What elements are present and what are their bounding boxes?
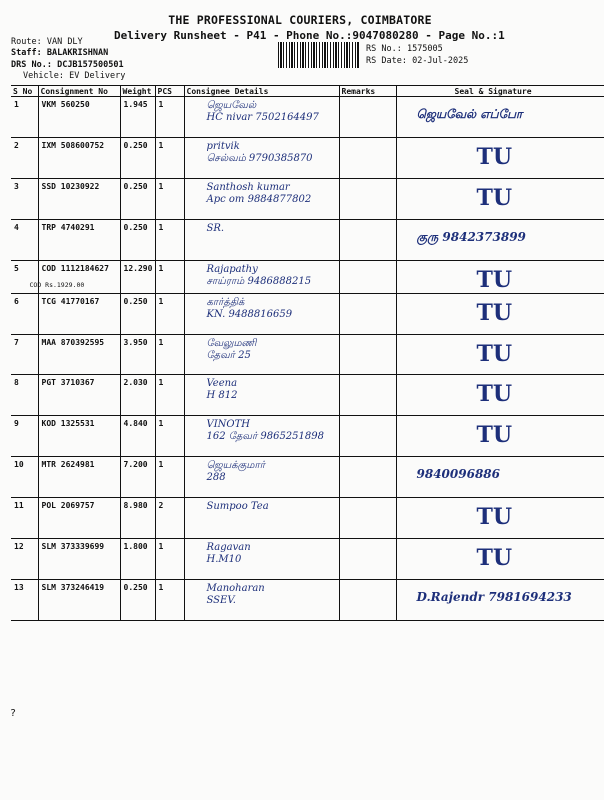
col-remarks: Remarks bbox=[339, 86, 396, 97]
cell-consignment-text: SLM 373339699 bbox=[41, 542, 105, 551]
cell-weight bbox=[120, 416, 155, 457]
cell-weight-text: 7.200 bbox=[123, 460, 148, 469]
cell-consignee bbox=[184, 335, 339, 375]
cell-sno-text: 10 bbox=[14, 460, 24, 469]
cell-consignment bbox=[38, 457, 120, 498]
table-row bbox=[11, 375, 604, 416]
cell-sno-text: 9 bbox=[14, 419, 19, 428]
runsheet-subtitle: Delivery Runsheet - P41 - Phone No.:9047080280 - Page No.:1 bbox=[114, 29, 505, 42]
stray-mark: ? bbox=[10, 708, 17, 719]
handwritten-consignee: pritvik செல்வம் 9790385870 bbox=[206, 141, 313, 164]
cell-remarks bbox=[339, 179, 396, 220]
col-sno: S No bbox=[11, 86, 38, 97]
cell-remarks bbox=[339, 457, 396, 498]
cell-sno-text: 12 bbox=[14, 542, 24, 551]
table-row bbox=[11, 416, 604, 457]
cell-consignment-text: MTR 2624981 bbox=[41, 460, 95, 469]
cell-pcs bbox=[155, 220, 184, 261]
cell-consignment-text: VKM 560250 bbox=[41, 100, 90, 109]
cell-pcs bbox=[155, 580, 184, 621]
cell-remarks bbox=[339, 294, 396, 335]
handwritten-consignee: ஜெயக்குமார் 288 bbox=[206, 460, 265, 483]
table-row bbox=[11, 580, 604, 621]
cell-weight bbox=[120, 375, 155, 416]
cell-pcs-text: 1 bbox=[158, 182, 164, 191]
cell-pcs-text: 1 bbox=[158, 297, 164, 306]
cell-sno bbox=[11, 294, 38, 335]
cell-weight bbox=[120, 220, 155, 261]
cell-remarks bbox=[339, 580, 396, 621]
cell-weight-text: 3.950 bbox=[123, 338, 148, 347]
cell-sno bbox=[11, 220, 38, 261]
handwritten-consignee: வேலுமணி தேவர் 25 bbox=[206, 338, 257, 361]
table-row bbox=[11, 539, 604, 580]
col-consignment: Consignment No bbox=[38, 86, 120, 97]
cell-signature bbox=[396, 457, 604, 498]
cell-consignment bbox=[38, 335, 120, 375]
table-row bbox=[11, 498, 604, 539]
cell-pcs-text: 1 bbox=[158, 264, 164, 273]
cell-consignment-text: COD 1112184627 bbox=[41, 264, 109, 273]
cell-consignment-text: PGT 3710367 bbox=[41, 378, 95, 387]
table-row bbox=[11, 97, 604, 138]
signature: TU bbox=[476, 545, 513, 571]
cell-signature bbox=[396, 498, 604, 539]
handwritten-consignee: Veena H 812 bbox=[206, 378, 238, 401]
handwritten-consignee: SR. bbox=[206, 223, 225, 234]
cell-sno-text: 13 bbox=[14, 583, 24, 592]
cell-consignee bbox=[184, 539, 339, 580]
cell-sno-text: 8 bbox=[14, 378, 19, 387]
cell-sno bbox=[11, 138, 38, 179]
cell-consignment-text: TRP 4740291 bbox=[41, 223, 95, 232]
cell-remarks bbox=[339, 498, 396, 539]
cell-consignee bbox=[184, 457, 339, 498]
handwritten-consignee: VINOTH 162 தேவர் 9865251898 bbox=[206, 419, 324, 442]
signature: TU bbox=[476, 504, 513, 530]
handwritten-consignee: ஜெயவேல் HC nivar 7502164497 bbox=[206, 100, 319, 123]
cell-sno-text: 4 bbox=[14, 223, 19, 232]
cell-pcs bbox=[155, 179, 184, 220]
cell-pcs-text: 1 bbox=[158, 338, 164, 347]
cell-pcs-text: 1 bbox=[158, 223, 164, 232]
cell-sno-text: 7 bbox=[14, 338, 19, 347]
cell-remarks bbox=[339, 220, 396, 261]
table-row bbox=[11, 138, 604, 179]
drs-line: DRS No.: DCJB157500501 bbox=[11, 60, 124, 70]
table-row bbox=[11, 179, 604, 220]
cell-weight-text: 12.290 bbox=[123, 264, 153, 273]
col-consignee: Consignee Details bbox=[184, 86, 339, 97]
cell-pcs bbox=[155, 375, 184, 416]
cell-weight bbox=[120, 335, 155, 375]
cell-consignment-text: KOD 1325531 bbox=[41, 419, 95, 428]
cell-consignee bbox=[184, 261, 339, 294]
cell-consignment-text: SLM 373246419 bbox=[41, 583, 105, 592]
cell-signature bbox=[396, 375, 604, 416]
cell-sno bbox=[11, 416, 38, 457]
cell-weight-text: 0.250 bbox=[123, 182, 148, 191]
cell-sno bbox=[11, 179, 38, 220]
handwritten-consignee: Sumpoo Tea bbox=[206, 501, 269, 512]
cell-consignment bbox=[38, 294, 120, 335]
col-weight: Weight bbox=[120, 86, 155, 97]
cell-pcs bbox=[155, 539, 184, 580]
cell-consignee bbox=[184, 580, 339, 621]
cell-sno-text: 5 bbox=[14, 264, 19, 273]
cell-consignment-text: TCG 41770167 bbox=[41, 297, 100, 306]
runsheet-title: THE PROFESSIONAL COURIERS, COIMBATORE bbox=[168, 13, 432, 27]
cell-consignment bbox=[38, 580, 120, 621]
route-line: Route: VAN DLY bbox=[11, 37, 83, 47]
cell-weight bbox=[120, 261, 155, 294]
cell-pcs bbox=[155, 97, 184, 138]
cell-weight bbox=[120, 498, 155, 539]
cell-consignee bbox=[184, 498, 339, 539]
cell-pcs bbox=[155, 294, 184, 335]
cell-weight-text: 4.840 bbox=[123, 419, 148, 428]
vehicle-line: Vehicle: EV Delivery bbox=[23, 71, 126, 81]
cell-pcs bbox=[155, 416, 184, 457]
col-pcs: PCS bbox=[155, 86, 184, 97]
cell-signature bbox=[396, 580, 604, 621]
table-row bbox=[11, 335, 604, 375]
table-row bbox=[11, 294, 604, 335]
signature: TU bbox=[476, 341, 513, 367]
cell-sno bbox=[11, 457, 38, 498]
barcode bbox=[278, 42, 360, 68]
cell-weight-text: 2.030 bbox=[123, 378, 148, 387]
cell-pcs-text: 1 bbox=[158, 583, 164, 592]
cell-weight-text: 1.945 bbox=[123, 100, 148, 109]
cell-signature bbox=[396, 416, 604, 457]
cell-sno-text: 11 bbox=[14, 501, 24, 510]
cell-sno-text: 2 bbox=[14, 141, 19, 150]
cell-pcs bbox=[155, 457, 184, 498]
cell-weight-text: 0.250 bbox=[123, 141, 148, 150]
signature: குரு 9842373899 bbox=[416, 230, 526, 244]
cell-pcs bbox=[155, 138, 184, 179]
cell-signature bbox=[396, 294, 604, 335]
cell-remarks bbox=[339, 138, 396, 179]
cell-consignment bbox=[38, 220, 120, 261]
cell-weight bbox=[120, 457, 155, 498]
cell-sno bbox=[11, 97, 38, 138]
cell-sno bbox=[11, 375, 38, 416]
cell-consignment-text: MAA 870392595 bbox=[41, 338, 105, 347]
cell-weight bbox=[120, 539, 155, 580]
runsheet-table bbox=[11, 85, 604, 621]
cell-pcs-text: 1 bbox=[158, 460, 164, 469]
cell-consignment bbox=[38, 498, 120, 539]
cell-pcs bbox=[155, 335, 184, 375]
table-header-row bbox=[11, 86, 604, 97]
cell-weight-text: 0.250 bbox=[123, 583, 148, 592]
cell-signature bbox=[396, 335, 604, 375]
cell-consignment bbox=[38, 375, 120, 416]
cell-consignment bbox=[38, 539, 120, 580]
cell-pcs-text: 1 bbox=[158, 419, 164, 428]
table-row bbox=[11, 457, 604, 498]
cell-sno bbox=[11, 498, 38, 539]
cell-pcs-text: 1 bbox=[158, 141, 164, 150]
cell-signature bbox=[396, 97, 604, 138]
handwritten-consignee: கார்த்திக் KN. 9488816659 bbox=[206, 297, 293, 320]
cell-pcs bbox=[155, 261, 184, 294]
cell-weight bbox=[120, 179, 155, 220]
cell-consignee bbox=[184, 220, 339, 261]
signature: TU bbox=[476, 300, 513, 326]
signature: 9840096886 bbox=[416, 467, 500, 481]
cell-weight bbox=[120, 580, 155, 621]
cell-sno bbox=[11, 335, 38, 375]
handwritten-consignee: Ragavan H.M10 bbox=[206, 542, 251, 565]
cell-consignee bbox=[184, 138, 339, 179]
handwritten-consignee: Manoharan SSEV. bbox=[206, 583, 265, 606]
cell-weight-text: 1.800 bbox=[123, 542, 148, 551]
cell-consignee bbox=[184, 97, 339, 138]
cell-pcs-text: 1 bbox=[158, 542, 164, 551]
table-row bbox=[11, 261, 604, 294]
cell-sno bbox=[11, 539, 38, 580]
cell-pcs-text: 2 bbox=[158, 501, 164, 510]
signature: TU bbox=[476, 422, 513, 448]
cell-consignee bbox=[184, 179, 339, 220]
cell-signature bbox=[396, 261, 604, 294]
cell-consignment bbox=[29, 261, 120, 294]
cell-consignee bbox=[184, 416, 339, 457]
signature: TU bbox=[476, 185, 513, 211]
cell-remarks bbox=[339, 335, 396, 375]
cell-sno-text: 6 bbox=[14, 297, 19, 306]
cell-weight-text: 0.250 bbox=[123, 223, 148, 232]
cell-weight bbox=[120, 97, 155, 138]
rs-date-line: RS Date: 02-Jul-2025 bbox=[366, 56, 469, 66]
cell-sno-text: 3 bbox=[14, 182, 19, 191]
signature: D.Rajendr 7981694233 bbox=[416, 590, 572, 604]
cell-weight-text: 8.980 bbox=[123, 501, 148, 510]
handwritten-consignee: Santhosh kumar Apc om 9884877802 bbox=[206, 182, 312, 205]
cell-signature bbox=[396, 539, 604, 580]
cell-consignment-text: POL 2069757 bbox=[41, 501, 95, 510]
cell-signature bbox=[396, 220, 604, 261]
cell-remarks bbox=[339, 97, 396, 138]
cell-remarks bbox=[339, 375, 396, 416]
cell-pcs-text: 1 bbox=[158, 100, 164, 109]
cell-remarks bbox=[339, 261, 396, 294]
cell-consignment bbox=[38, 138, 120, 179]
signature: ஜெயவேல் எப்போ bbox=[416, 107, 523, 121]
cell-consignment bbox=[38, 416, 120, 457]
cell-signature bbox=[396, 138, 604, 179]
cell-remarks bbox=[339, 416, 396, 457]
col-signature: Seal & Signature bbox=[396, 86, 604, 97]
cell-pcs-text: 1 bbox=[158, 378, 164, 387]
cell-signature bbox=[396, 179, 604, 220]
rs-no-line: RS No.: 1575005 bbox=[366, 44, 443, 54]
handwritten-consignee: Rajapathy சாய்ராம் 9486888215 bbox=[206, 264, 312, 287]
cell-consignee bbox=[184, 294, 339, 335]
cell-consignee bbox=[184, 375, 339, 416]
cell-consignment-text: SSD 10230922 bbox=[41, 182, 100, 191]
staff-line: Staff: BALAKRISHNAN bbox=[11, 48, 109, 58]
cell-pcs bbox=[155, 498, 184, 539]
cell-consignment bbox=[38, 179, 120, 220]
cell-weight bbox=[120, 138, 155, 179]
cell-consignment bbox=[38, 97, 120, 138]
cell-sno bbox=[11, 580, 38, 621]
cell-weight bbox=[120, 294, 155, 335]
table-row bbox=[11, 220, 604, 261]
signature: TU bbox=[476, 144, 513, 170]
cell-sno-text: 1 bbox=[14, 100, 19, 109]
cell-weight-text: 0.250 bbox=[123, 297, 148, 306]
signature: TU bbox=[476, 381, 513, 407]
signature: TU bbox=[476, 267, 513, 293]
cell-consignment-text: IXM 508600752 bbox=[41, 141, 105, 150]
cell-remarks bbox=[339, 539, 396, 580]
cod-amount: COD Rs.1929.00 bbox=[29, 281, 85, 289]
